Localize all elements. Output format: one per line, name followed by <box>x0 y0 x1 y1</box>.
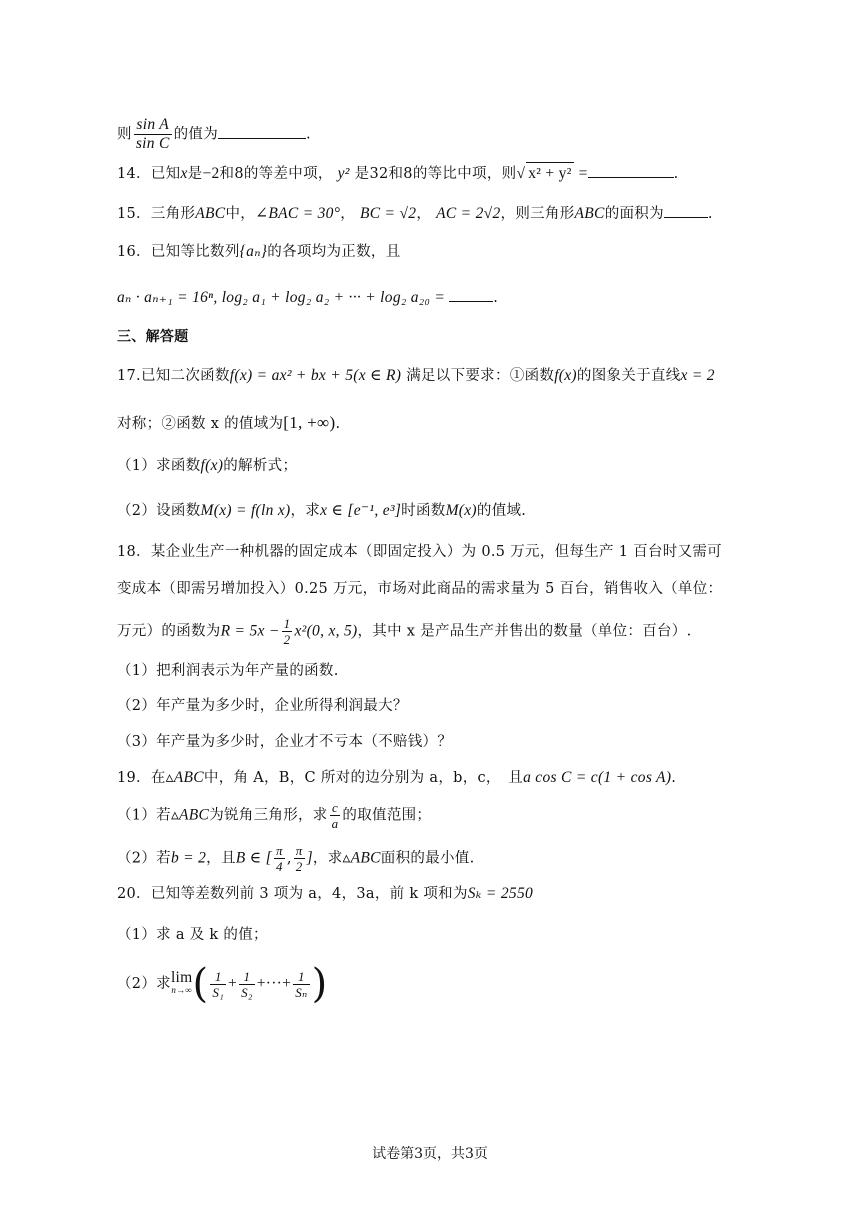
q20-text-a: 20．已知等差数列前 3 项为 a，4，3a，前 k 项和为 <box>117 886 468 902</box>
q19-2-pi4-den: 4 <box>276 859 283 874</box>
q15-text-b: 中， <box>225 206 256 222</box>
q17-line <box>117 365 820 387</box>
q14-neg2: −2 <box>202 165 220 182</box>
q20-2-text: （2）求 <box>117 976 171 992</box>
q19-2-pi2-num: π <box>295 843 303 858</box>
q18-text-a: 万元）的函数为 <box>117 623 221 640</box>
q19-sub1 <box>117 800 820 831</box>
q17-text-d: 对称；②函数 x 的值域为 <box>117 416 284 432</box>
q19-1-text-c: 的取值范围； <box>342 807 432 824</box>
q17-2-mx: M(x) <box>445 502 477 519</box>
q16-formula: aₙ · aₙ₊₁ = 16ⁿ, log₂ a₁ + log₂ a₂ + ··· + log₂ a₂₀ = <box>117 289 450 306</box>
q19-2-bin-a: B ∈ [ <box>235 849 272 867</box>
q17-2-text-d: 的值域. <box>476 503 527 519</box>
q18-sub2: （2）年产量为多少时，企业所得利润最大？ <box>117 698 408 714</box>
q15-angle: ∠BAC = 30° <box>255 205 341 222</box>
q20-lim-word: lim <box>170 969 193 986</box>
q15-text-f: 的面积为 <box>604 206 664 222</box>
q17-1-fx: f(x) <box>200 457 224 474</box>
q15-line: 15．三角形ABC中，∠BAC = 30°， BC = √2， AC = 2√2，则三角形ABC的面积为 . <box>117 205 713 222</box>
q20-frac-2 <box>239 969 255 1000</box>
q19-tri: ▵ABC <box>165 769 204 786</box>
q13-fraction <box>134 116 172 153</box>
q18-r-a: R = 5x − <box>220 622 280 640</box>
q15-blank <box>664 203 708 218</box>
q13-prefix: 则 <box>117 126 132 143</box>
q17-sub1 <box>117 455 820 477</box>
q19-1-tri: ▵ABC <box>170 806 210 824</box>
q19-1-frac-num: c <box>330 800 341 816</box>
q19-2-tri: ▵ABC <box>342 849 381 867</box>
q17-fx: f(x) <box>554 367 577 384</box>
q19-line: 19．在▵ABC中，角 A，B，C 所对的边分别为 a，b，c， 且a cos C = c(1 + cos A). <box>117 769 677 786</box>
q14-y2: y² <box>337 165 350 182</box>
q13-suffix: 的值为 <box>173 126 219 143</box>
q19-2-pi4-num: π <box>276 843 283 858</box>
q18-line-1: 18．某企业生产一种机器的固定成本（即固定投入）为 0.5 万元，但每生产 1 百台时又需可 <box>117 544 722 560</box>
q20-frac-n-num: 1 <box>293 969 309 985</box>
q14-sqrt: x² + y² <box>526 162 573 185</box>
q19-2-text-a: （2）若 <box>117 850 171 867</box>
q19-sub2: （2）若b = 2，且B ∈ [ $\frac{\pi}{4}$ , $\frac{\pi}{2}$ ]，求▵ABC面积的最小值. <box>117 843 475 874</box>
q20-plus: + <box>228 975 238 992</box>
q14-x: x <box>180 165 188 182</box>
q14-blank <box>588 163 674 178</box>
q19-1-text-b: 为锐角三角形，求 <box>209 807 328 824</box>
q18-half-num: 1 <box>283 616 291 631</box>
q20-sub2: （2）求lim n→∞ ( $\frac{1}{\text{S₁}}$ + $\frac{1}{\text{S₂}}$ +···+ $\frac{1}{\text{Sₙ}}$ ) <box>117 961 328 1007</box>
q17-text-a: 17.已知二次函数 <box>117 368 230 384</box>
section-heading: 三、解答题 <box>117 329 189 345</box>
q19-cond: a cos C = c(1 + cos A) <box>523 769 672 786</box>
q13-blank <box>218 124 306 139</box>
q16-line <box>117 241 820 263</box>
q15-text-d: ， <box>416 206 432 222</box>
q17-2-text-a: （2）设函数 <box>117 503 201 519</box>
q20-frac-2-den: S₂ <box>241 984 253 1000</box>
q14-eq: = <box>578 165 588 182</box>
q17-line-x2: x = 2 <box>680 367 715 384</box>
q19-1-frac-den: a <box>331 816 339 831</box>
q15-bc: BC = √2 <box>359 205 417 222</box>
q20-frac-1-den: S₁ <box>212 984 225 1000</box>
q13-den: sin C <box>135 135 170 152</box>
q15-text-a: 15．三角形 <box>117 206 196 222</box>
q14-text-d: 是32和8的等比中项，则 <box>354 166 517 182</box>
q17-2-xrange: x ∈ [e⁻¹, e³] <box>320 502 402 519</box>
q20-sk: Sₖ = 2550 <box>467 885 534 902</box>
q18-sub3: （3）年产量为多少时，企业才不亏本（不赔钱）？ <box>117 734 453 750</box>
q20-lim-sub: n→∞ <box>171 985 193 995</box>
q17-text-b: 满足以下要求：①函数 <box>406 368 555 384</box>
q19-2-pi2 <box>294 843 305 874</box>
q20-frac-1-num: 1 <box>210 969 226 985</box>
q19-2-pi4 <box>274 843 285 874</box>
q14-text-b: 是 <box>187 166 203 182</box>
q15-ac: AC = 2√2 <box>436 205 501 222</box>
q19-2-text-d: 面积的最小值. <box>380 850 475 867</box>
q16-formula-line: aₙ · aₙ₊₁ = 16ⁿ, log₂ a₁ + log₂ a₂ + ··· + log₂ a₂₀ = . <box>117 289 499 306</box>
q18-text-b: ，其中 x 是产品生产并售出的数量（单位：百台）. <box>357 623 692 640</box>
q17-1-text-a: （1）求函数 <box>117 458 201 474</box>
q19-1-frac <box>330 800 341 831</box>
q17-line-2: 对称；②函数 x 的值域为[1, +∞). <box>117 413 341 432</box>
q16-an: {aₙ} <box>239 243 268 260</box>
q17-1-text-b: 的解析式； <box>223 458 298 474</box>
q14-line: 14．已知x是−2和8的等差中项， y² 是32和8的等比中项，则√ x² + y² = . <box>117 162 820 185</box>
q17-2-text-b: ，求 <box>290 503 321 519</box>
q14-text-a: 14．已知 <box>117 166 181 182</box>
q19-2-bin-b: ] <box>306 849 313 867</box>
q17-2-text-c: 时函数 <box>401 503 446 519</box>
q13-line: 则 $\frac{\text{sin A}}{\text{sin C}}$ 的值为 . <box>117 116 311 152</box>
q18-line-2: 变成本（即需另增加投入）0.25 万元，市场对此商品的需求量为 5 百台，销售收入（单位： <box>117 581 723 597</box>
q18-half <box>282 616 293 647</box>
q20-frac-2-num: 1 <box>239 969 255 985</box>
q20-lim <box>171 971 193 997</box>
q20-sub1: （1）求 a 及 k 的值； <box>117 927 268 943</box>
q18-r-b: x²(0, x, 5) <box>294 622 358 640</box>
q19-2-text-c: ，求 <box>312 850 343 867</box>
q16-text-b: 的各项均为正数，且 <box>267 244 401 260</box>
q19-2-text-b: ，且 <box>206 850 236 867</box>
q16-text-a: 16．已知等比数列 <box>117 244 240 260</box>
q19-2-pi2-den: 2 <box>295 859 303 874</box>
q16-blank <box>449 287 493 302</box>
q15-abc-2: ABC <box>574 205 605 222</box>
q18-sub1: （1）把利润表示为年产量的函数. <box>117 663 339 679</box>
q19-text-b: 中，角 A，B，C 所对的边分别为 a，b，c， 且 <box>203 770 524 786</box>
q17-2-mdef: M(x) = f(ln x) <box>200 502 291 519</box>
q19-2-beq: b = 2 <box>170 849 207 867</box>
q20-line <box>117 883 820 905</box>
q19-text-a: 19．在 <box>117 770 166 786</box>
q17-sub2 <box>117 500 820 522</box>
q13-num: sin A <box>134 116 172 135</box>
q18-line-3 <box>117 616 820 647</box>
q20-frac-1 <box>210 969 226 1000</box>
q15-text-e: ，则三角形 <box>500 206 575 222</box>
q15-abc: ABC <box>195 205 226 222</box>
q19-1-text-a: （1）若 <box>117 807 171 824</box>
q15-text-c: ， <box>340 206 356 222</box>
q17-text-c: 的图象关于直线 <box>576 368 681 384</box>
q17-fx-def: f(x) = ax² + bx + 5(x ∈ R) <box>229 367 402 384</box>
page-footer: 试卷第3页，共3页 <box>372 1146 488 1162</box>
q17-range: [1, +∞) <box>283 413 336 432</box>
q20-frac-n-den: Sₙ <box>295 984 308 1000</box>
q18-half-den: 2 <box>283 632 291 647</box>
q20-dots: +···+ <box>256 975 292 992</box>
q14-text-c: 和8的等差中项， <box>219 166 333 182</box>
q20-frac-n <box>293 969 309 1000</box>
